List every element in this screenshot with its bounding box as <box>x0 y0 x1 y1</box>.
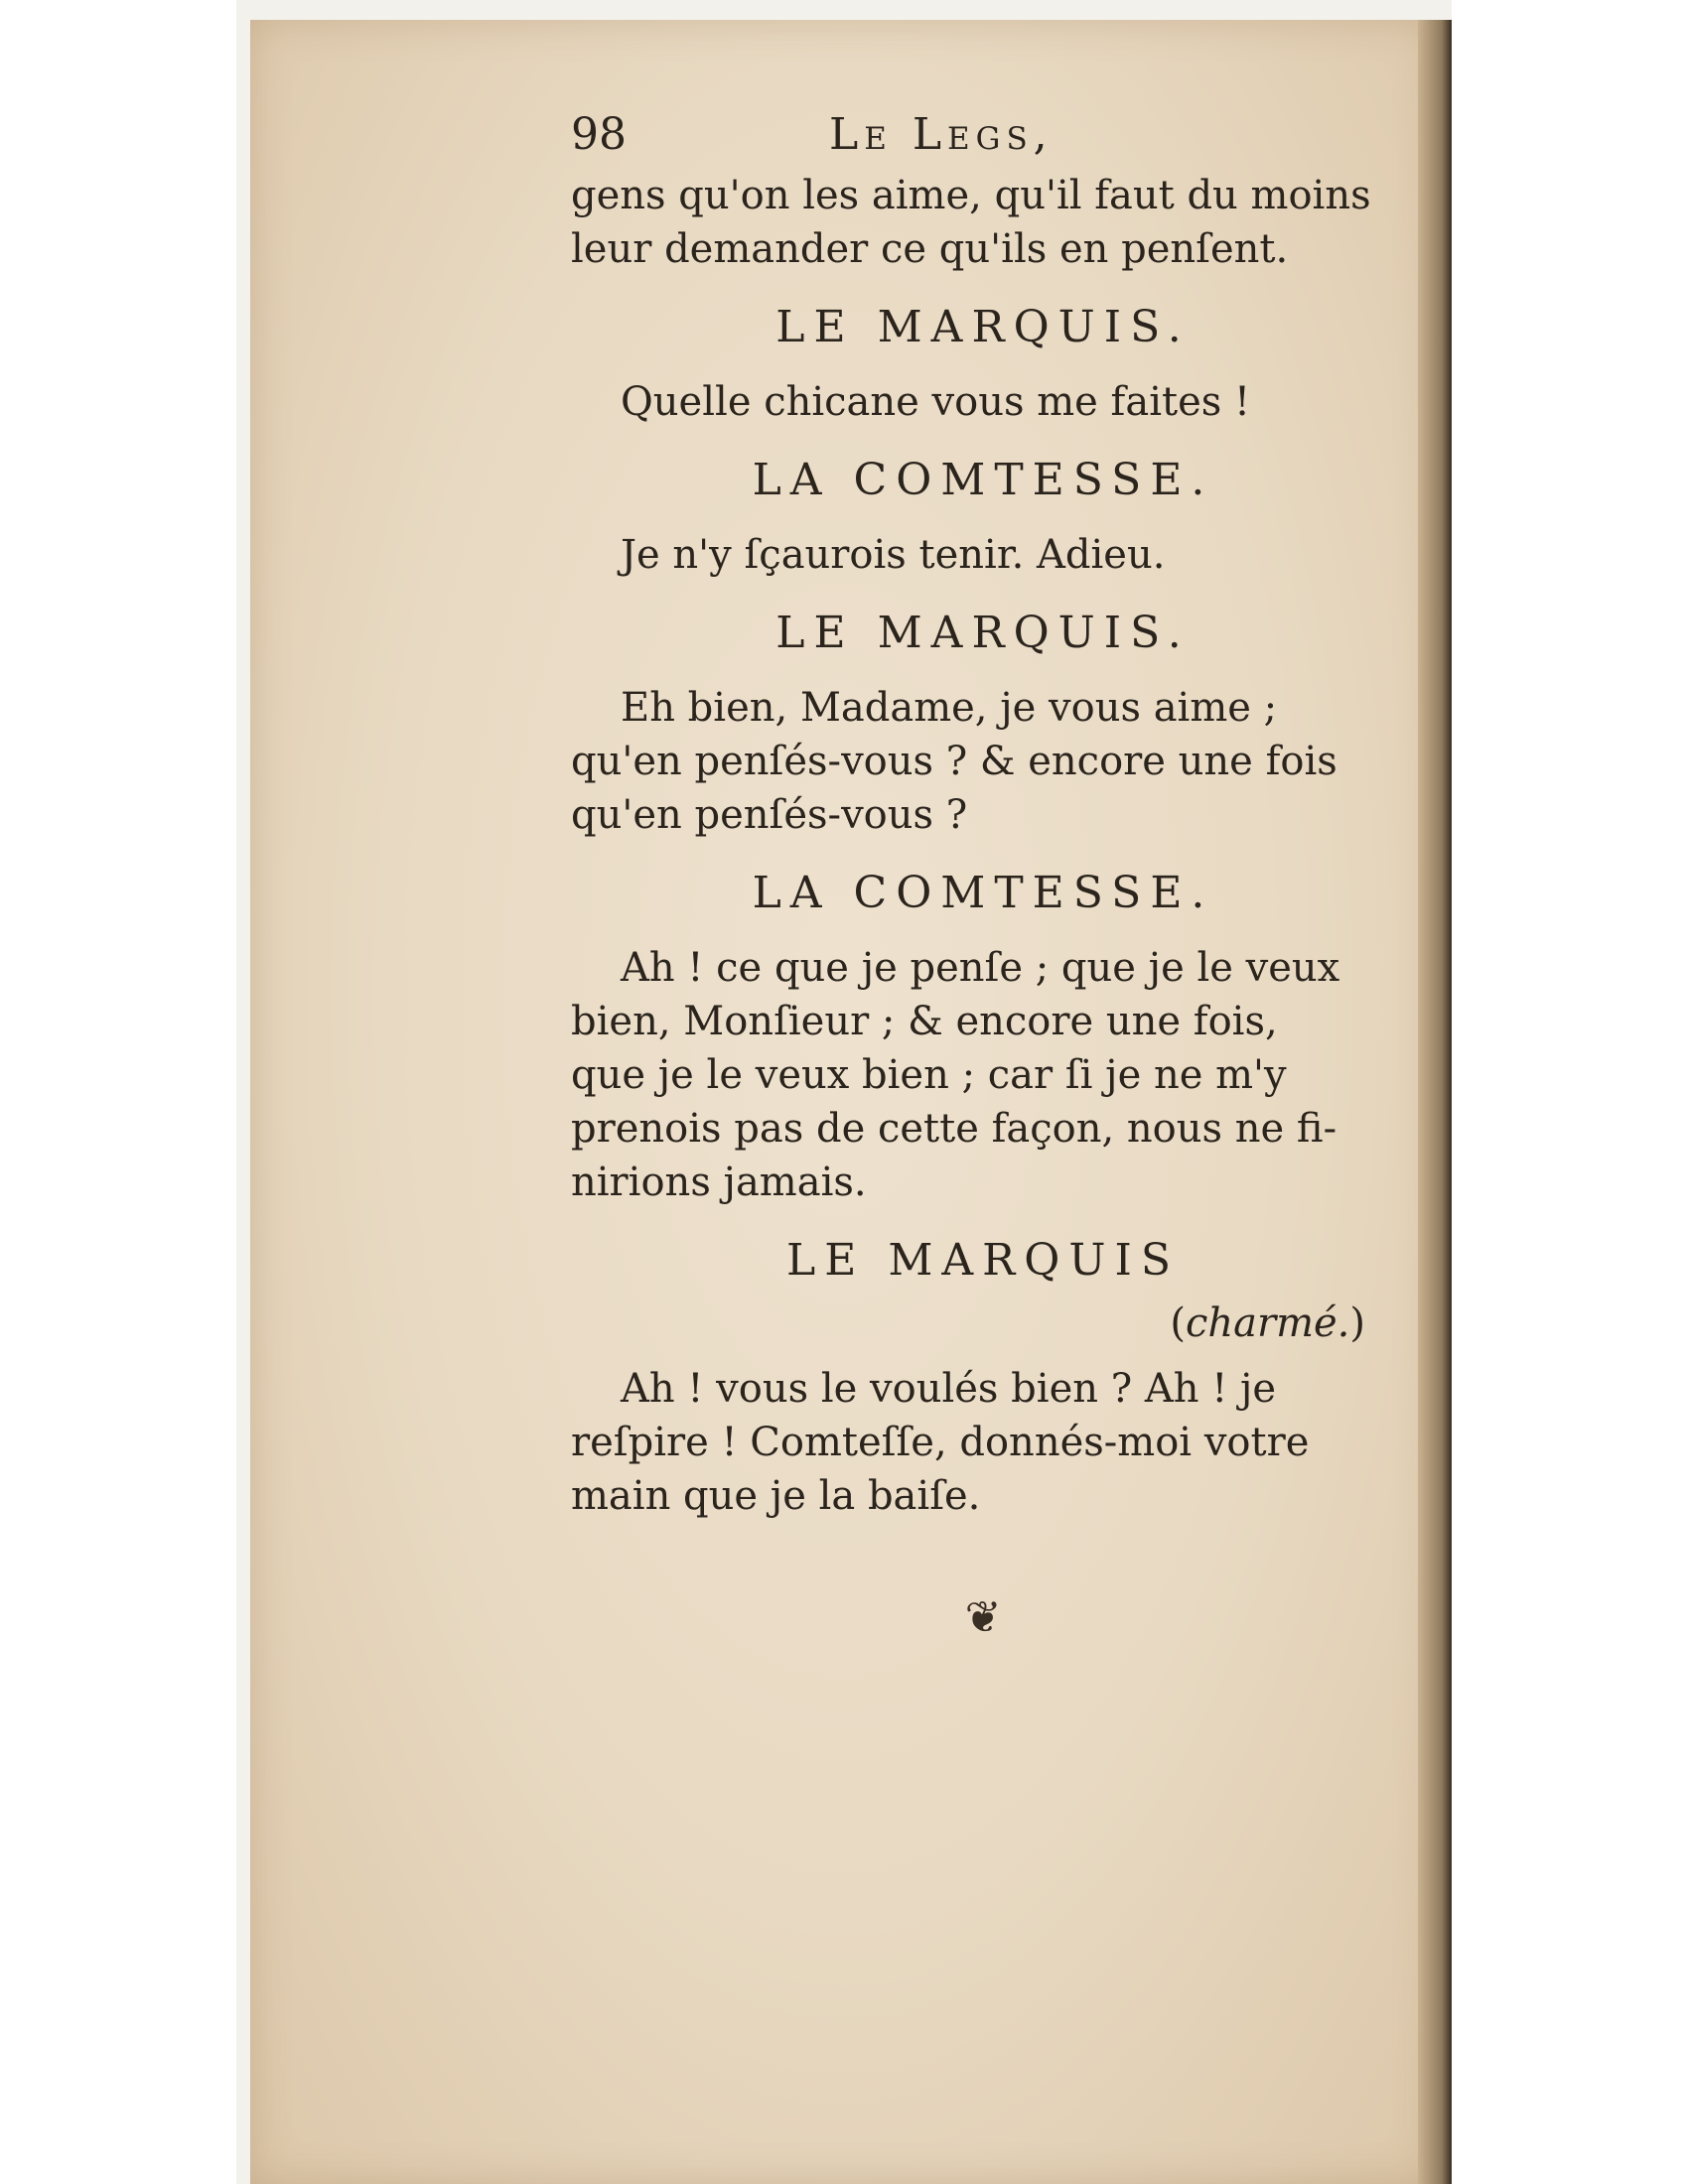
text-line: Quelle chicane vous me faites ! <box>621 379 1251 425</box>
dialogue-text <box>571 528 1395 582</box>
dialogue-text <box>571 1362 1395 1523</box>
dialogue-text <box>571 681 1395 842</box>
text-line: prenois pas de cette façon, nous ne fi- <box>571 1106 1337 1152</box>
text-line: gens qu'on les aime, qu'il faut du moins <box>571 173 1371 218</box>
dialogue-text <box>571 375 1395 429</box>
speaker-heading: LA COMTESSE. <box>752 455 1214 505</box>
speaker-heading: LE MARQUIS <box>786 1235 1180 1286</box>
text-line: que je le veux bien ; car ſi je ne m'y <box>571 1052 1287 1098</box>
speaker-heading: LE MARQUIS. <box>775 608 1191 658</box>
text-line: leur demander ce qu'ils en penſent. <box>571 226 1289 272</box>
dialogue-text <box>571 941 1395 1209</box>
running-header <box>571 109 1395 169</box>
speaker-heading: LE MARQUIS. <box>775 302 1191 352</box>
text-line: Ah ! vous le voulés bien ? Ah ! je <box>621 1366 1277 1412</box>
text-line: Eh bien, Madame, je vous aime ; <box>621 685 1278 731</box>
dialogue-text <box>571 169 1395 276</box>
text-line: qu'en penſés-vous ? & encore une fois <box>571 739 1337 784</box>
text-line: main que je la baiſe. <box>571 1473 981 1519</box>
text-line: reſpire ! Comteſſe, donnés-moi votre <box>571 1420 1310 1465</box>
ornament-icon: ❦ <box>964 1592 1002 1643</box>
text-line: Ah ! ce que je penſe ; que je le veux <box>621 945 1340 991</box>
stage-direction: (charmé.) <box>1170 1300 1365 1346</box>
text-line: qu'en penſés-vous ? <box>571 792 968 838</box>
page-number: 98 <box>571 109 627 160</box>
page-text <box>571 109 1395 1643</box>
text-line: Je n'y ſçaurois tenir. Adieu. <box>621 532 1166 578</box>
text-line: bien, Monſieur ; & encore une fois, <box>571 999 1278 1044</box>
speaker-heading: LA COMTESSE. <box>752 868 1214 918</box>
stage-direction-text: charmé. <box>1185 1300 1350 1346</box>
text-line: nirions jamais. <box>571 1160 867 1205</box>
running-title: Le Legs, <box>829 109 1054 160</box>
book-spine-edge <box>1418 20 1452 2184</box>
